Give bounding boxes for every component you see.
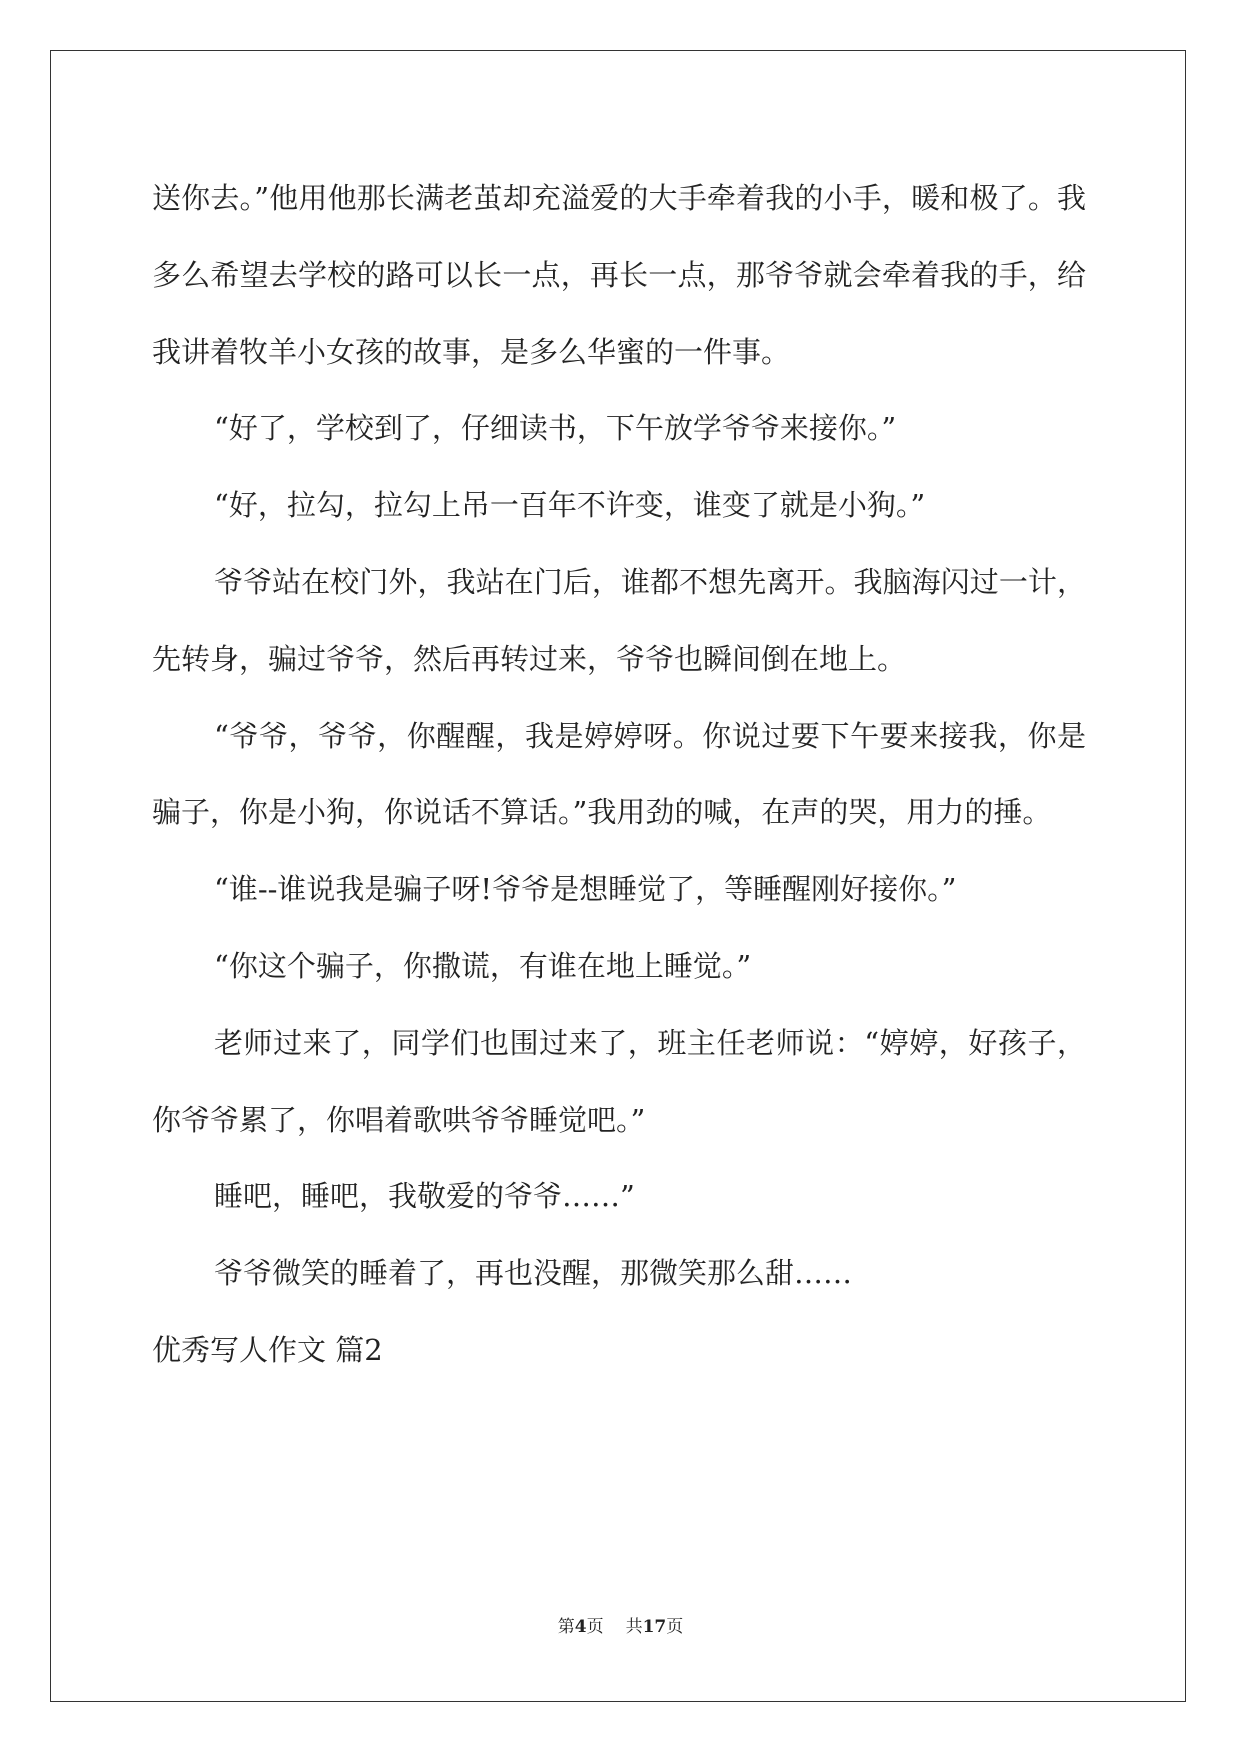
page-number: 第4页 [557,1617,604,1637]
document-body [152,160,1086,1389]
paragraph: “好，拉勾，拉勾上吊一百年不许变，谁变了就是小狗。” [214,488,926,523]
paragraph: 老师过来了，同学们也围过来了，班主任老师说：“婷婷，好孩子，你爷爷累了，你唱着歌哄爷爷睡觉吧。” [152,1025,1086,1137]
paragraph: “好了，学校到了，仔细读书，下午放学爷爷来接你。” [214,411,897,446]
section-heading: 优秀写人作文 篇2 [152,1332,383,1367]
paragraph: 送你去。”他用他那长满老茧却充溢爱的大手牵着我的小手，暖和极了。我多么希望去学校的路可以长一点，再长一点，那爷爷就会牵着我的手，给我讲着牧羊小女孩的故事，是多么华蜜的一件事。 [152,181,1086,369]
paragraph: “爷爷，爷爷，你醒醒，我是婷婷呀。你说过要下午要来接我，你是骗子，你是小狗，你说话不算话。”我用劲的喊，在声的哭，用力的捶。 [152,718,1086,830]
paragraph: 睡吧，睡吧，我敬爱的爷爷……” [214,1179,635,1214]
paragraph: “谁--谁说我是骗子呀!爷爷是想睡觉了，等睡醒刚好接你。” [214,872,957,907]
paragraph: 爷爷站在校门外，我站在门后，谁都不想先离开。我脑海闪过一计，先转身，骗过爷爷，然后再转过来，爷爷也瞬间倒在地上。 [152,564,1086,676]
page-footer [0,1612,1241,1637]
paragraph: “你这个骗子，你撒谎，有谁在地上睡觉。” [214,948,752,983]
page-total: 共17页 [625,1617,684,1637]
paragraph: 爷爷微笑的睡着了，再也没醒，那微笑那么甜…… [214,1256,853,1291]
